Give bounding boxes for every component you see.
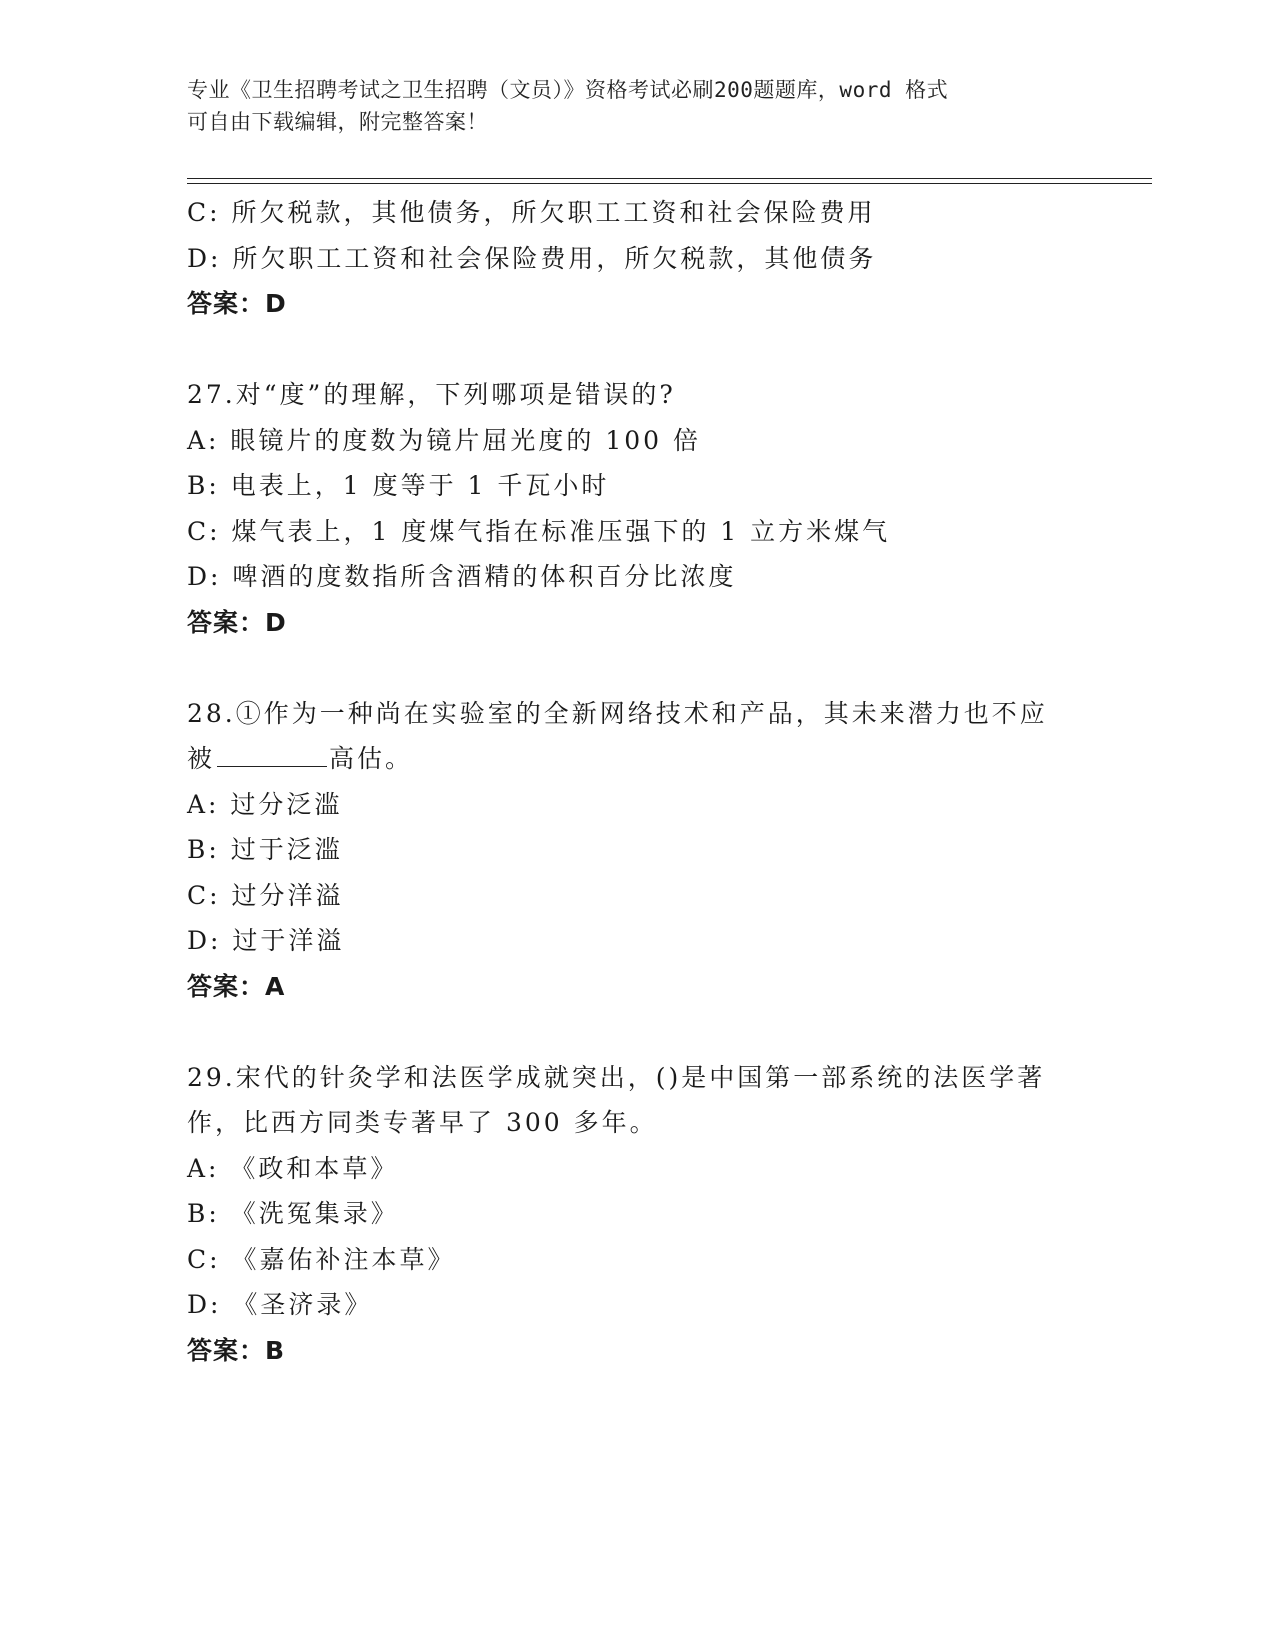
option-a: A: 《政和本草》 xyxy=(187,1153,399,1183)
question-stem-line-1: 29.宋代的针灸学和法医学成就突出，()是中国第一部系统的法医学著 xyxy=(187,1062,1046,1092)
question-list xyxy=(187,190,1087,1373)
option-a: A: 眼镜片的度数为镜片屈光度的 100 倍 xyxy=(187,425,702,455)
option-d: D: 过于洋溢 xyxy=(187,926,345,955)
stem-text-before-blank: 被 xyxy=(187,744,216,773)
question-stem-line-2 xyxy=(187,736,1087,782)
option-b: B: 电表上，1 度等于 1 千瓦小时 xyxy=(187,471,610,500)
header-divider-bottom xyxy=(187,183,1152,184)
option-d: D: 《圣济录》 xyxy=(187,1290,373,1319)
question-stem-line-1: 28.①作为一种尚在实验室的全新网络技术和产品，其未来潜力也不应 xyxy=(187,698,1048,728)
option-b: B: 《洗冤集录》 xyxy=(187,1199,399,1228)
question-stem: 27.对“度”的理解，下列哪项是错误的? xyxy=(187,380,676,409)
header-title-line-1: 专业《卫生招聘考试之卫生招聘（文员）》资格考试必刷200题题库，word 格式 xyxy=(187,78,949,102)
fill-in-blank xyxy=(217,738,327,767)
option-c: C: 《嘉佑补注本草》 xyxy=(187,1244,456,1274)
question-stem-line-2: 作，比西方同类专著早了 300 多年。 xyxy=(187,1108,658,1137)
option-c: C: 过分洋溢 xyxy=(187,880,344,910)
header-divider-top xyxy=(187,178,1152,179)
spacer xyxy=(187,327,1087,373)
question-28 xyxy=(187,691,1087,1010)
option-b: B: 过于泛滥 xyxy=(187,835,343,864)
spacer xyxy=(187,645,1087,691)
answer-label: 答案：D xyxy=(187,607,287,637)
option-c: C: 煤气表上，1 度煤气指在标准压强下的 1 立方米煤气 xyxy=(187,516,891,546)
option-d: D: 所欠职工工资和社会保险费用，所欠税款，其他债务 xyxy=(187,243,877,273)
question-26-continuation xyxy=(187,190,1087,327)
header-title-line-2: 可自由下载编辑，附完整答案！ xyxy=(187,110,488,134)
question-29 xyxy=(187,1055,1087,1374)
answer-label: 答案：D xyxy=(187,289,287,318)
question-27 xyxy=(187,372,1087,645)
document-header xyxy=(187,74,1087,138)
stem-text-after-blank: 高估。 xyxy=(329,744,414,773)
answer-label: 答案：B xyxy=(187,1335,286,1365)
answer-label: 答案：A xyxy=(187,971,286,1001)
option-d: D: 啤酒的度数指所含酒精的体积百分比浓度 xyxy=(187,562,737,591)
option-c: C: 所欠税款，其他债务，所欠职工工资和社会保险费用 xyxy=(187,198,876,227)
option-a: A: 过分泛滥 xyxy=(187,789,343,819)
spacer xyxy=(187,1009,1087,1055)
